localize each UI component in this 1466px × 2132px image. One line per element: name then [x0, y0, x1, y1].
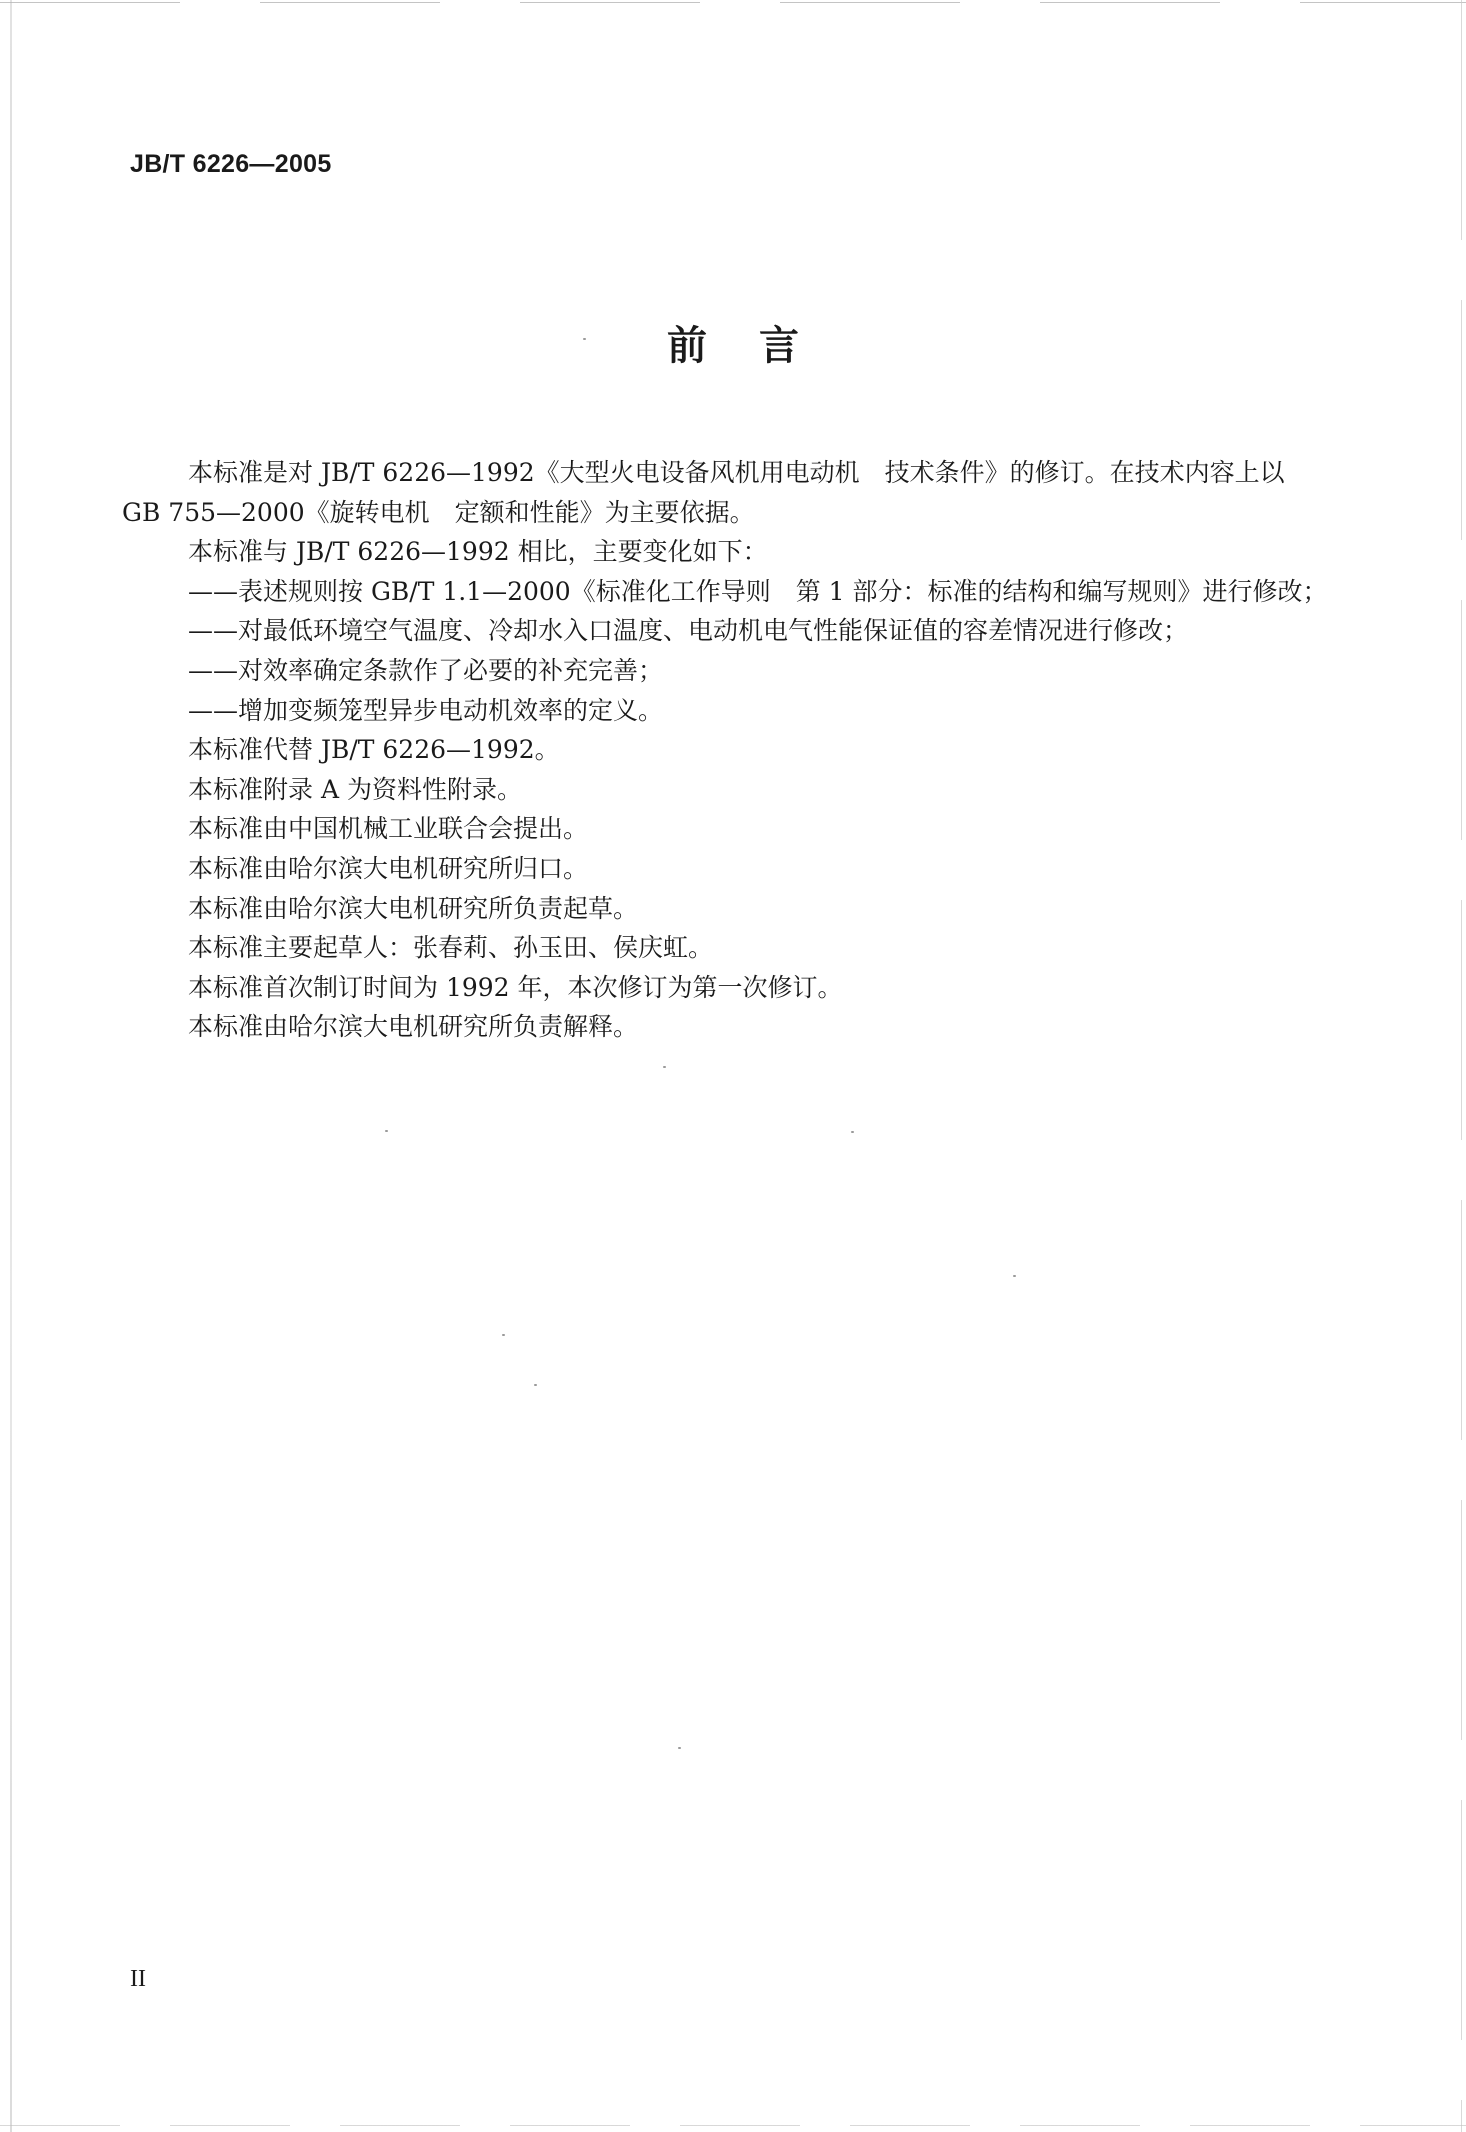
- scan-speck: [534, 1384, 537, 1386]
- paragraph: 本标准附录 A 为资料性附录。: [188, 774, 522, 804]
- page-title: 前言: [667, 323, 851, 369]
- scan-edge-bottom: [0, 2125, 1466, 2126]
- scan-speck: [851, 1131, 854, 1133]
- list-item: ——表述规则按 GB/T 1.1—2000《标准化工作导则 第 1 部分：标准的结构和编写规则》进行修改；: [188, 576, 1328, 606]
- paragraph: 本标准代替 JB/T 6226—1992。: [188, 735, 560, 765]
- list-item: ——增加变频笼型异步电动机效率的定义。: [188, 695, 664, 725]
- scan-speck: [502, 1334, 505, 1336]
- paragraph: 本标准由哈尔滨大电机研究所负责解释。: [188, 1012, 639, 1042]
- paragraph: 本标准由哈尔滨大电机研究所负责起草。: [188, 893, 639, 923]
- paragraph: 本标准首次制订时间为 1992 年，本次修订为第一次修订。: [188, 972, 843, 1002]
- paragraph: 本标准主要起草人：张春莉、孙玉田、侯庆虹。: [188, 933, 714, 963]
- paragraph: 本标准与 JB/T 6226—1992 相比，主要变化如下：: [188, 537, 768, 567]
- list-item: ——对效率确定条款作了必要的补充完善；: [188, 655, 664, 685]
- paragraph: 本标准由中国机械工业联合会提出。: [188, 814, 589, 844]
- document-code: JB/T 6226—2005: [130, 150, 332, 178]
- paragraph-continuation: GB 755—2000《旋转电机 定额和性能》为主要依据。: [122, 497, 755, 527]
- scan-speck: [678, 1747, 681, 1749]
- list-item: ——对最低环境空气温度、冷却水入口温度、电动机电气性能保证值的容差情况进行修改；: [188, 616, 1189, 646]
- scan-speck: [663, 1066, 666, 1068]
- scan-edge-top: [0, 2, 1466, 3]
- scan-speck: [1013, 1275, 1016, 1277]
- paragraph: 本标准是对 JB/T 6226—1992《大型火电设备风机用电动机 技术条件》的修订。在技术内容上以: [188, 458, 1285, 487]
- scan-speck: [385, 1130, 388, 1132]
- page-number: II: [130, 1966, 146, 1992]
- paragraph: 本标准由哈尔滨大电机研究所归口。: [188, 853, 589, 883]
- foreword-body: [122, 453, 1328, 1047]
